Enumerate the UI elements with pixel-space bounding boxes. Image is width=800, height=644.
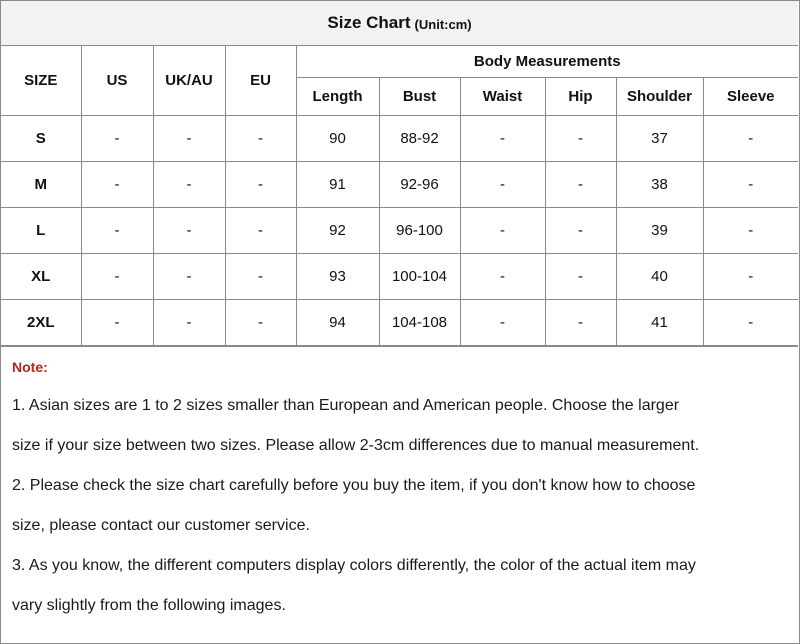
note-line: 3. As you know, the different computers display colors differently, the color of the actual item may [12, 557, 696, 574]
cell-sleeve: - [703, 300, 798, 346]
note-line: vary slightly from the following images. [12, 597, 286, 614]
col-header-ukau: UK/AU [153, 46, 225, 116]
table-row [1, 162, 798, 208]
cell-eu: - [225, 116, 296, 162]
cell-waist: - [460, 300, 545, 346]
note-line: 2. Please check the size chart carefully before you buy the item, if you don't know how to choose [12, 477, 696, 494]
cell-hip: - [545, 208, 616, 254]
cell-bust: 92-96 [379, 162, 460, 208]
cell-eu: - [225, 208, 296, 254]
cell-sleeve: - [703, 254, 798, 300]
col-header-waist: Waist [460, 78, 545, 116]
title-text: Size Chart [327, 13, 411, 32]
cell-waist: - [460, 254, 545, 300]
note-section [1, 346, 798, 643]
cell-shoulder: 40 [616, 254, 703, 300]
cell-size: M [1, 162, 81, 208]
cell-bust: 104-108 [379, 300, 460, 346]
cell-length: 94 [296, 300, 379, 346]
table-row [1, 208, 798, 254]
col-header-sleeve: Sleeve [703, 78, 798, 116]
cell-length: 93 [296, 254, 379, 300]
col-header-bust: Bust [379, 78, 460, 116]
table-row [1, 116, 798, 162]
cell-shoulder: 37 [616, 116, 703, 162]
cell-waist: - [460, 208, 545, 254]
cell-length: 90 [296, 116, 379, 162]
table-row [1, 254, 798, 300]
cell-eu: - [225, 162, 296, 208]
cell-us: - [81, 208, 153, 254]
cell-ukau: - [153, 254, 225, 300]
cell-waist: - [460, 116, 545, 162]
cell-hip: - [545, 300, 616, 346]
cell-length: 91 [296, 162, 379, 208]
cell-bust: 100-104 [379, 254, 460, 300]
cell-sleeve: - [703, 208, 798, 254]
cell-bust: 96-100 [379, 208, 460, 254]
group-header-body-measurements: Body Measurements [296, 46, 798, 78]
col-header-size: SIZE [1, 46, 81, 116]
cell-ukau: - [153, 300, 225, 346]
cell-ukau: - [153, 116, 225, 162]
cell-eu: - [225, 300, 296, 346]
table-row [1, 300, 798, 346]
cell-waist: - [460, 162, 545, 208]
cell-us: - [81, 162, 153, 208]
cell-bust: 88-92 [379, 116, 460, 162]
cell-ukau: - [153, 162, 225, 208]
cell-hip: - [545, 254, 616, 300]
col-header-length: Length [296, 78, 379, 116]
cell-shoulder: 41 [616, 300, 703, 346]
cell-sleeve: - [703, 162, 798, 208]
cell-shoulder: 38 [616, 162, 703, 208]
col-header-eu: EU [225, 46, 296, 116]
cell-us: - [81, 254, 153, 300]
cell-size: XL [1, 254, 81, 300]
cell-us: - [81, 116, 153, 162]
cell-size: S [1, 116, 81, 162]
note-line: size if your size between two sizes. Please allow 2-3cm differences due to manual measurement. [12, 437, 700, 454]
cell-shoulder: 39 [616, 208, 703, 254]
header-row-top [1, 46, 798, 78]
col-header-us: US [81, 46, 153, 116]
cell-hip: - [545, 162, 616, 208]
note-label: Note: [12, 359, 48, 375]
cell-length: 92 [296, 208, 379, 254]
size-table [1, 46, 798, 346]
cell-us: - [81, 300, 153, 346]
title-unit: (Unit:cm) [414, 16, 472, 32]
note-line: 1. Asian sizes are 1 to 2 sizes smaller than European and American people. Choose the larger [12, 397, 680, 414]
col-header-hip: Hip [545, 78, 616, 116]
size-chart-title [1, 1, 798, 46]
col-header-shoulder: Shoulder [616, 78, 703, 116]
cell-hip: - [545, 116, 616, 162]
note-line: size, please contact our customer service. [12, 517, 310, 534]
cell-size: 2XL [1, 300, 81, 346]
cell-size: L [1, 208, 81, 254]
cell-eu: - [225, 254, 296, 300]
cell-ukau: - [153, 208, 225, 254]
cell-sleeve: - [703, 116, 798, 162]
